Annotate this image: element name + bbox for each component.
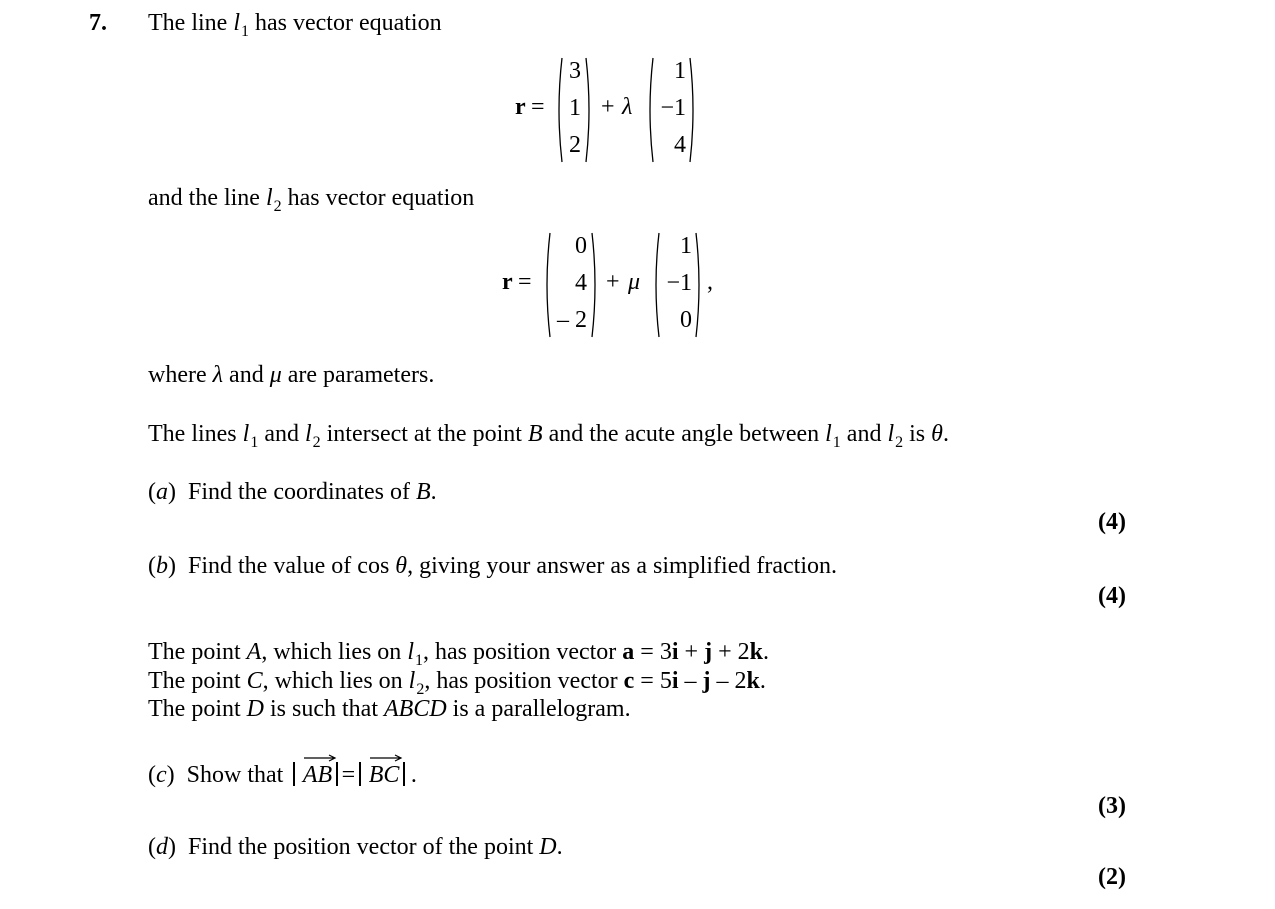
eq2-direction-vector: 1 −1 0 (652, 231, 703, 339)
part-b-marks: (4) (1098, 583, 1126, 609)
arrow-icon (303, 753, 337, 763)
vector-ab: AB (303, 763, 332, 787)
point-d-statement: The point D is such that ABCD is a parallelogram. (148, 696, 631, 722)
part-d: (d) Find the position vector of the point D. (148, 834, 563, 860)
eq1-direction-vector: 1 −1 4 (646, 56, 697, 164)
question-number: 7. (89, 10, 107, 36)
eq2-point-vector: 0 4 – 2 (543, 231, 599, 339)
point-a-statement: The point A, which lies on $l_1$, has position vector a = 3i + j + 2k. (148, 639, 769, 669)
part-d-marks: (2) (1098, 864, 1126, 890)
arrow-icon (369, 753, 403, 763)
intro-line1: The line $l_1$ has vector equation (148, 10, 442, 40)
intersection-statement: The lines $l_1$ and $l_2$ intersect at the point B and the acute angle between $l_1$ and $l_2$ is θ. (148, 421, 949, 451)
part-b: (b) Find the value of cos θ, giving your answer as a simplified fraction. (148, 553, 837, 579)
abs-bar-right (403, 762, 405, 786)
vector-bc: BC (369, 763, 400, 787)
intro-line2: and the line $l_2$ has vector equation (148, 185, 475, 215)
point-c-statement: The point C, which lies on $l_2$, has position vector c = 5i – j – 2k. (148, 668, 766, 698)
abs-bar-right (336, 762, 338, 786)
part-a-marks: (4) (1098, 509, 1126, 535)
abs-bar-left (293, 762, 295, 786)
eq1-point-vector: 3 1 2 (555, 56, 593, 164)
parameters-line: where λ and μ are parameters. (148, 362, 435, 388)
part-c: (c) Show that AB = BC . (148, 762, 417, 787)
abs-bar-left (359, 762, 361, 786)
part-a: (a) Find the coordinates of B. (148, 479, 437, 505)
part-c-marks: (3) (1098, 793, 1126, 819)
